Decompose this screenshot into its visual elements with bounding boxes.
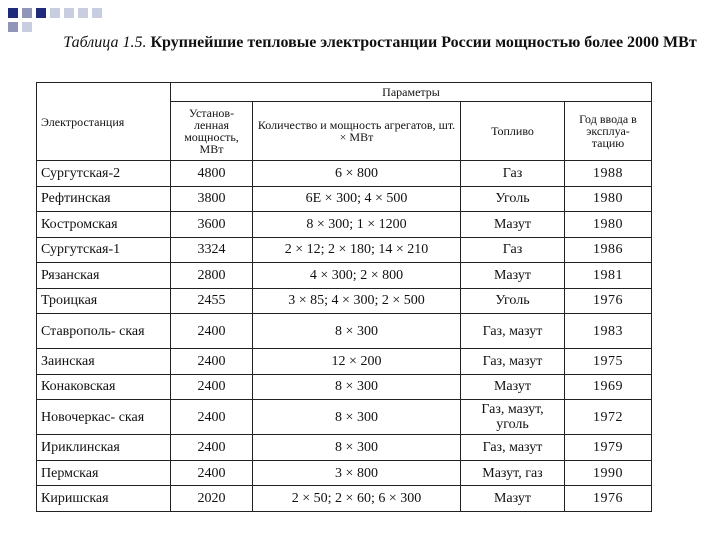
cell-capacity: 3324 bbox=[171, 237, 253, 263]
cell-units: 6 × 800 bbox=[253, 161, 461, 187]
cell-fuel: Мазут, газ bbox=[461, 460, 565, 486]
cell-capacity: 2455 bbox=[171, 288, 253, 314]
table-row bbox=[37, 435, 652, 461]
cell-station-name: Сургутская-1 bbox=[37, 237, 171, 263]
cell-year: 1976 bbox=[565, 486, 652, 512]
cell-units: 3 × 800 bbox=[253, 460, 461, 486]
header-station: Электростанция bbox=[37, 83, 171, 161]
header-fuel: Топливо bbox=[461, 102, 565, 161]
cell-station-name: Ставрополь- ская bbox=[37, 314, 171, 349]
cell-capacity: 3600 bbox=[171, 212, 253, 238]
cell-units: 8 × 300 bbox=[253, 314, 461, 349]
cell-year: 1990 bbox=[565, 460, 652, 486]
table-row bbox=[37, 237, 652, 263]
cell-station-name: Рефтинская bbox=[37, 186, 171, 212]
table-row bbox=[37, 374, 652, 400]
cell-fuel: Газ, мазут bbox=[461, 349, 565, 375]
cell-capacity: 2020 bbox=[171, 486, 253, 512]
table-row bbox=[37, 161, 652, 187]
cell-units: 2 × 50; 2 × 60; 6 × 300 bbox=[253, 486, 461, 512]
cell-fuel: Газ, мазут bbox=[461, 435, 565, 461]
cell-year: 1980 bbox=[565, 212, 652, 238]
cell-year: 1979 bbox=[565, 435, 652, 461]
cell-capacity: 2800 bbox=[171, 263, 253, 289]
caption-label: Таблица 1.5. bbox=[63, 34, 147, 51]
cell-units: 8 × 300 bbox=[253, 374, 461, 400]
cell-capacity: 4800 bbox=[171, 161, 253, 187]
cell-units: 12 × 200 bbox=[253, 349, 461, 375]
table-row bbox=[37, 314, 652, 349]
table-caption bbox=[60, 34, 700, 51]
table-row bbox=[37, 349, 652, 375]
cell-year: 1980 bbox=[565, 186, 652, 212]
cell-year: 1981 bbox=[565, 263, 652, 289]
cell-units: 8 × 300 bbox=[253, 400, 461, 435]
table-body bbox=[37, 161, 652, 512]
cell-units: 8 × 300 bbox=[253, 435, 461, 461]
cell-capacity: 2400 bbox=[171, 349, 253, 375]
caption-text: Крупнейшие тепловые электростанции России мощностью более 2000 МВт bbox=[150, 34, 697, 51]
cell-fuel: Уголь bbox=[461, 186, 565, 212]
table-row bbox=[37, 288, 652, 314]
cell-year: 1975 bbox=[565, 349, 652, 375]
header-year: Год ввода в эксплуа- тацию bbox=[565, 102, 652, 161]
table-row bbox=[37, 212, 652, 238]
cell-station-name: Конаковская bbox=[37, 374, 171, 400]
cell-fuel: Газ bbox=[461, 237, 565, 263]
cell-year: 1976 bbox=[565, 288, 652, 314]
cell-fuel: Газ bbox=[461, 161, 565, 187]
cell-fuel: Газ, мазут, уголь bbox=[461, 400, 565, 435]
cell-station-name: Троицкая bbox=[37, 288, 171, 314]
table-row bbox=[37, 486, 652, 512]
cell-fuel: Мазут bbox=[461, 486, 565, 512]
cell-units: 8 × 300; 1 × 1200 bbox=[253, 212, 461, 238]
cell-station-name: Новочеркас- ская bbox=[37, 400, 171, 435]
cell-station-name: Костромская bbox=[37, 212, 171, 238]
header-capacity: Установ- ленная мощность, МВт bbox=[171, 102, 253, 161]
cell-capacity: 2400 bbox=[171, 435, 253, 461]
cell-units: 3 × 85; 4 × 300; 2 × 500 bbox=[253, 288, 461, 314]
power-plants-table bbox=[36, 82, 652, 512]
table-row bbox=[37, 400, 652, 435]
cell-capacity: 2400 bbox=[171, 374, 253, 400]
cell-fuel: Мазут bbox=[461, 212, 565, 238]
table-row bbox=[37, 263, 652, 289]
cell-fuel: Уголь bbox=[461, 288, 565, 314]
cell-year: 1972 bbox=[565, 400, 652, 435]
cell-station-name: Сургутская-2 bbox=[37, 161, 171, 187]
cell-station-name: Рязанская bbox=[37, 263, 171, 289]
cell-station-name: Ириклинская bbox=[37, 435, 171, 461]
cell-units: 6Е × 300; 4 × 500 bbox=[253, 186, 461, 212]
cell-units: 4 × 300; 2 × 800 bbox=[253, 263, 461, 289]
cell-fuel: Мазут bbox=[461, 263, 565, 289]
cell-station-name: Заинская bbox=[37, 349, 171, 375]
cell-station-name: Пермская bbox=[37, 460, 171, 486]
cell-capacity: 2400 bbox=[171, 400, 253, 435]
cell-units: 2 × 12; 2 × 180; 14 × 210 bbox=[253, 237, 461, 263]
table-row bbox=[37, 460, 652, 486]
cell-year: 1988 bbox=[565, 161, 652, 187]
cell-fuel: Мазут bbox=[461, 374, 565, 400]
cell-capacity: 2400 bbox=[171, 314, 253, 349]
cell-station-name: Киришская bbox=[37, 486, 171, 512]
cell-year: 1969 bbox=[565, 374, 652, 400]
header-parameters: Параметры bbox=[171, 83, 652, 102]
cell-capacity: 3800 bbox=[171, 186, 253, 212]
cell-fuel: Газ, мазут bbox=[461, 314, 565, 349]
cell-year: 1983 bbox=[565, 314, 652, 349]
cell-year: 1986 bbox=[565, 237, 652, 263]
table-row bbox=[37, 186, 652, 212]
cell-capacity: 2400 bbox=[171, 460, 253, 486]
header-units: Количество и мощность агрегатов, шт. × МВт bbox=[253, 102, 461, 161]
